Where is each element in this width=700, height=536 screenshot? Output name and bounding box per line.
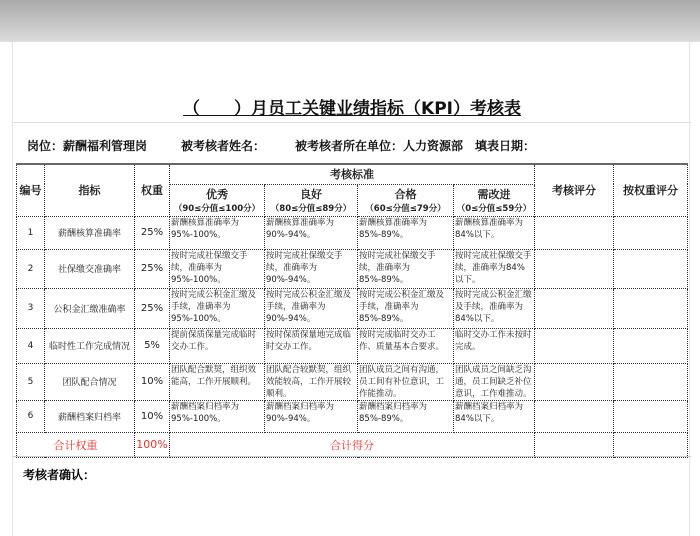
criteria-cell: 按时完成公积金汇缴及手续，准确率为90%-94%。 — [265, 288, 358, 328]
weighted-score-cell[interactable] — [614, 249, 688, 288]
total-weight-label: 合计权重 — [17, 432, 135, 457]
score-cell[interactable] — [535, 328, 614, 363]
criteria-cell: 团队成员之间有沟通，员工间有补位意识，工作能推动。 — [358, 363, 454, 400]
table-row — [17, 400, 688, 432]
weighted-score-cell[interactable] — [614, 216, 688, 249]
criteria-cell: 薪酬核算准确率为84%以下。 — [454, 216, 535, 249]
score-cell[interactable] — [535, 249, 614, 288]
criteria-cell: 按时完成社保缴交手续，准确率为84%以下。 — [454, 249, 535, 288]
row-weight: 25% — [135, 288, 170, 328]
row-indicator: 团队配合情况 — [45, 363, 135, 400]
row-weight: 25% — [135, 216, 170, 249]
total-row — [17, 432, 688, 457]
level-label: 合格 — [394, 188, 417, 201]
score-cell[interactable] — [535, 400, 614, 432]
weighted-score-cell[interactable] — [614, 288, 688, 328]
level-header — [170, 184, 265, 216]
criteria-cell: 薪酬核算准确率为85%-89%。 — [358, 216, 454, 249]
row-weight: 10% — [135, 400, 170, 432]
row-indicator: 临时性工作完成情况 — [45, 328, 135, 363]
criteria-cell: 按时保质保量地完成临时交办工作。 — [265, 328, 358, 363]
table-row — [17, 288, 688, 328]
name-field[interactable]: 被考核者姓名： — [181, 139, 266, 153]
level-range: （0≤分值≤59分） — [456, 204, 532, 214]
row-weight: 5% — [135, 328, 170, 363]
header-score: 考核评分 — [535, 164, 614, 216]
criteria-cell: 按时完成临时交办工作、质量基本合要求。 — [358, 328, 454, 363]
table-row — [17, 249, 688, 288]
level-label: 良好 — [300, 188, 322, 201]
level-header — [454, 184, 535, 216]
row-indicator: 公积金汇缴准确率 — [45, 288, 135, 328]
weighted-score-cell[interactable] — [614, 363, 688, 400]
criteria-cell: 薪酬核算准确率为95%-100%。 — [170, 216, 265, 249]
total-weight-value: 100% — [135, 432, 170, 457]
header-standard: 考核标准 — [170, 164, 535, 184]
header-indicator: 指标 — [45, 164, 135, 216]
criteria-cell: 临时交办工作未按时完成。 — [454, 328, 535, 363]
level-label: 需改进 — [477, 188, 511, 201]
level-range: （90≤分值≤100分） — [173, 204, 261, 214]
total-score-label: 合计得分 — [170, 432, 535, 457]
divider — [13, 122, 691, 123]
row-no: 1 — [17, 216, 45, 249]
form-title-text: （ ）月员工关键业绩指标（KPI）考核表 — [183, 99, 521, 119]
level-label: 优秀 — [206, 188, 228, 201]
row-no: 5 — [17, 363, 45, 400]
date-field[interactable]: 填表日期： — [475, 139, 536, 153]
level-header — [358, 184, 454, 216]
level-header — [265, 184, 358, 216]
score-cell[interactable] — [535, 363, 614, 400]
header-no: 编号 — [17, 164, 45, 216]
header-weighted: 按权重评分 — [614, 164, 688, 216]
total-score-cell[interactable] — [535, 432, 614, 457]
kpi-form-page — [12, 42, 690, 536]
header-weight: 权重 — [135, 164, 170, 216]
criteria-cell: 按时完成公积金汇缴及手续，准确率为85%-89%。 — [358, 288, 454, 328]
criteria-cell: 团队配合默契，组织效能高，工作开展顺利。 — [170, 363, 265, 400]
row-weight: 25% — [135, 249, 170, 288]
table-row — [17, 328, 688, 363]
criteria-cell: 按时完成社保缴交手续，准确率为85%-89%。 — [358, 249, 454, 288]
level-range: （80≤分值≤89分） — [270, 204, 352, 214]
table-row — [17, 216, 688, 249]
row-no: 2 — [17, 249, 45, 288]
row-no: 4 — [17, 328, 45, 363]
score-cell[interactable] — [535, 288, 614, 328]
top-banner — [0, 0, 700, 42]
weighted-score-cell[interactable] — [614, 400, 688, 432]
unit-label: 被考核者所在单位：人力资源部 — [295, 139, 464, 153]
criteria-cell: 团队配合较默契，组织效能较高，工作开展较顺利。 — [265, 363, 358, 400]
position-label: 岗位：薪酬福利管理岗 — [27, 139, 148, 153]
row-indicator: 薪酬核算准确率 — [45, 216, 135, 249]
criteria-cell: 团队成员之间缺乏沟通，员工间缺乏补位意识，工作难推动。 — [454, 363, 535, 400]
kpi-table — [16, 163, 688, 458]
criteria-cell: 薪酬档案归档率为95%-100%。 — [170, 400, 265, 432]
criteria-cell: 薪酬档案归档率为84%以下。 — [454, 400, 535, 432]
total-weighted-cell[interactable] — [614, 432, 688, 457]
criteria-cell: 按时完成社保缴交手续，准确率为95%-100%。 — [170, 249, 265, 288]
reviewer-confirm: 考核者确认： — [23, 468, 96, 482]
criteria-cell: 薪酬核算准确率为90%-94%。 — [265, 216, 358, 249]
criteria-cell: 按时完成社保缴交手续，准确率为90%-94%。 — [265, 249, 358, 288]
criteria-cell: 薪酬档案归档率为85%-89%。 — [358, 400, 454, 432]
row-indicator: 薪酬档案归档率 — [45, 400, 135, 432]
table-row — [17, 363, 688, 400]
form-title — [13, 94, 691, 119]
level-range: （60≤分值≤79分） — [365, 204, 446, 214]
row-weight: 10% — [135, 363, 170, 400]
row-no: 3 — [17, 288, 45, 328]
divider — [13, 456, 691, 457]
weighted-score-cell[interactable] — [614, 328, 688, 363]
criteria-cell: 按时完成公积金汇缴及手续，准确率为84%以下。 — [454, 288, 535, 328]
criteria-cell: 提前保质保量完成临时交办工作。 — [170, 328, 265, 363]
criteria-cell: 薪酬档案归档率为90%-94%。 — [265, 400, 358, 432]
score-cell[interactable] — [535, 216, 614, 249]
criteria-cell: 按时完成公积金汇缴及手续，准确率为95%-100%。 — [170, 288, 265, 328]
row-indicator: 社保缴交准确率 — [45, 249, 135, 288]
row-no: 6 — [17, 400, 45, 432]
